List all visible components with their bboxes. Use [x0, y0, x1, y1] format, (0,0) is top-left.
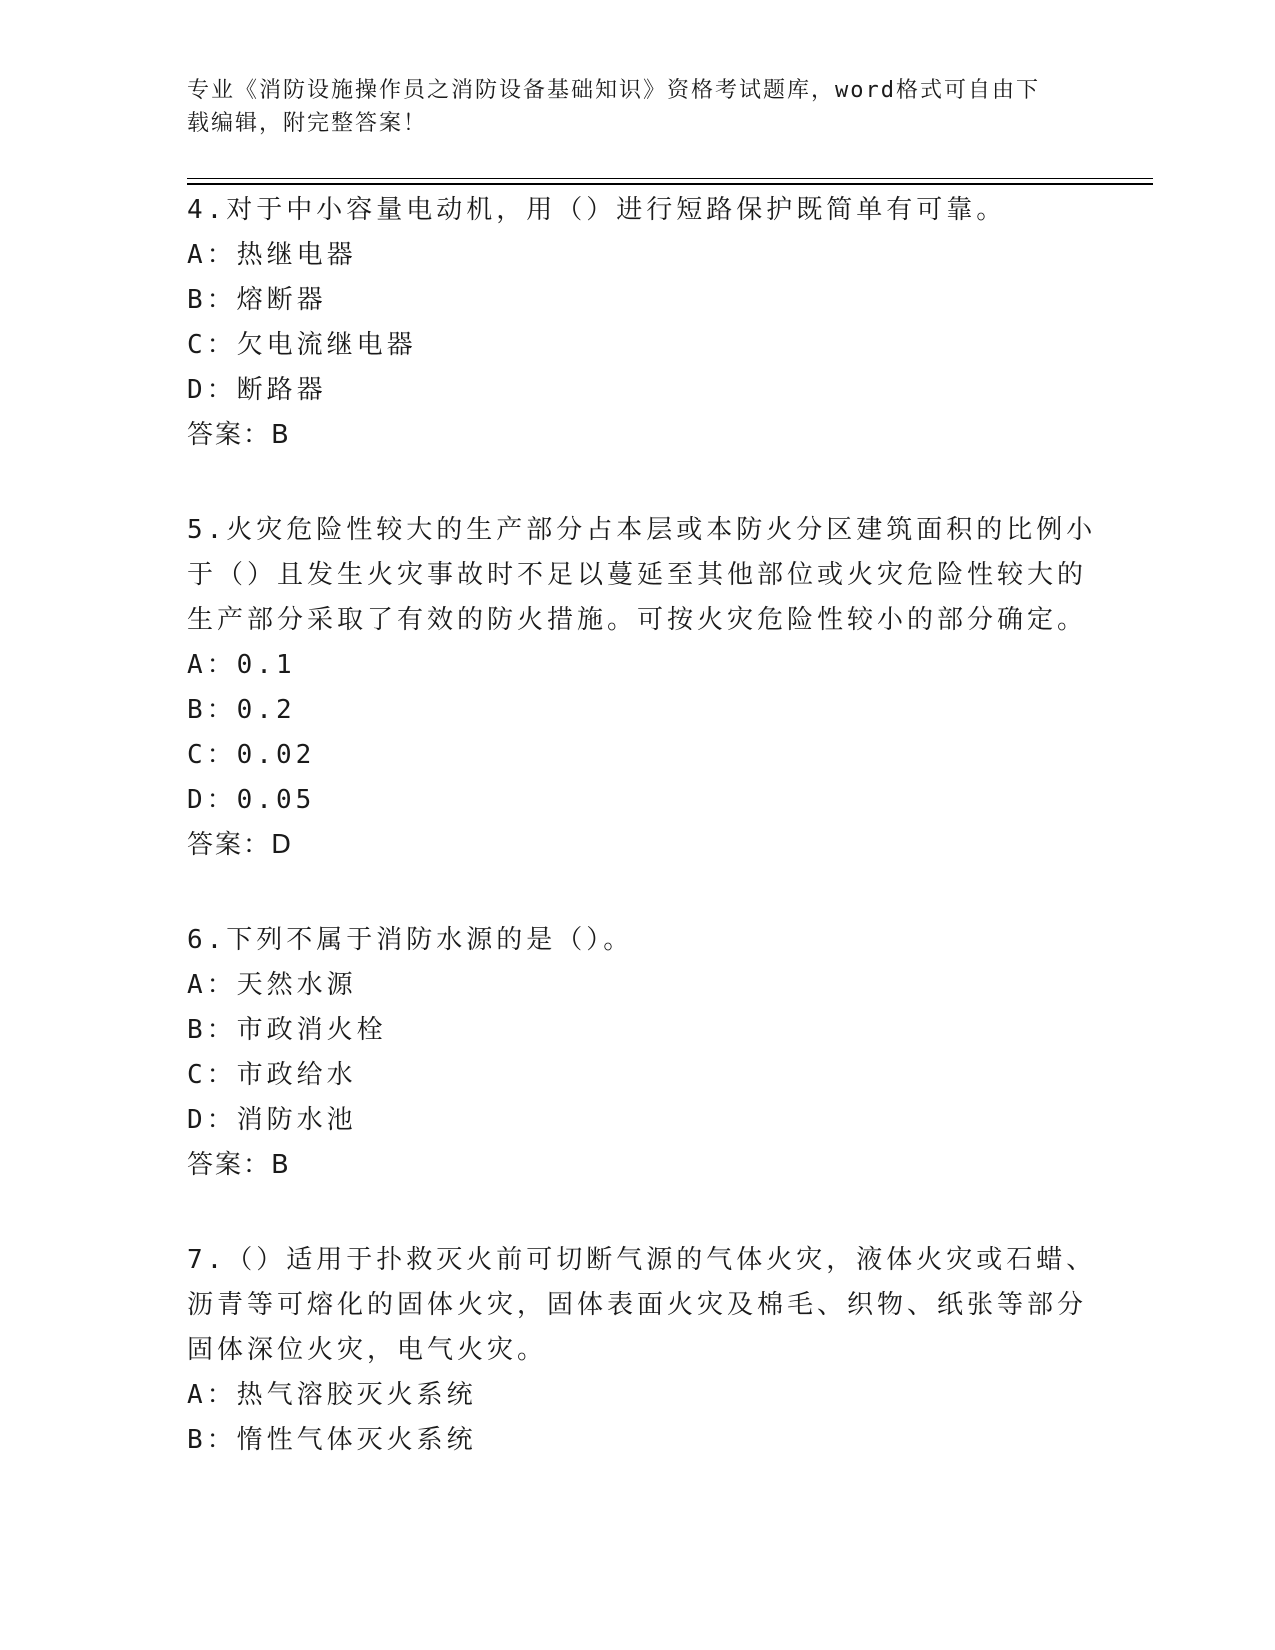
question-stem: 6.下列不属于消防水源的是（）。 — [187, 925, 634, 955]
question-4 — [187, 188, 1067, 458]
question-stem: 7.（）适用于扑救灭火前可切断气源的气体火灾，液体火灾或石蜡、 — [187, 1245, 1097, 1275]
option-d: D：消防水池 — [187, 1105, 357, 1135]
option-a: A：0.1 — [187, 650, 296, 680]
question-stem: 沥青等可熔化的固体火灾，固体表面火灾及棉毛、织物、纸张等部分 — [187, 1290, 1088, 1320]
question-stem: 5.火灾危险性较大的生产部分占本层或本防火分区建筑面积的比例小 — [187, 515, 1097, 545]
option-c: C：欠电流继电器 — [187, 330, 417, 360]
option-a: A：热气溶胶灭火系统 — [187, 1380, 477, 1410]
header-divider — [187, 183, 1153, 185]
answer-label: 答案：D — [187, 830, 294, 860]
question-stem: 于（）且发生火灾事故时不足以蔓延至其他部位或火灾危险性较大的 — [187, 560, 1088, 590]
header-divider — [187, 178, 1153, 179]
answer-label: 答案：B — [187, 420, 291, 450]
header-line: 载编辑，附完整答案！ — [187, 111, 428, 136]
question-7 — [187, 1238, 1097, 1463]
option-b: B：惰性气体灭火系统 — [187, 1425, 477, 1455]
option-c: C：0.02 — [187, 740, 316, 770]
header-line: 专业《消防设施操作员之消防设备基础知识》资格考试题库，word格式可自由下 — [187, 78, 1040, 103]
option-b: B：0.2 — [187, 695, 296, 725]
option-b: B：熔断器 — [187, 285, 327, 315]
option-d: D：0.05 — [187, 785, 316, 815]
option-a: A：天然水源 — [187, 970, 357, 1000]
option-a: A：热继电器 — [187, 240, 357, 270]
document-header — [187, 74, 1067, 140]
option-c: C：市政给水 — [187, 1060, 357, 1090]
answer-label: 答案：B — [187, 1150, 291, 1180]
question-6 — [187, 918, 1067, 1188]
question-stem: 生产部分采取了有效的防火措施。可按火灾危险性较小的部分确定。 — [187, 605, 1088, 635]
question-stem: 固体深位火灾，电气火灾。 — [187, 1335, 548, 1365]
option-d: D：断路器 — [187, 375, 327, 405]
question-stem: 4.对于中小容量电动机，用（）进行短路保护既简单有可靠。 — [187, 195, 1007, 225]
question-5 — [187, 508, 1097, 868]
option-b: B：市政消火栓 — [187, 1015, 387, 1045]
